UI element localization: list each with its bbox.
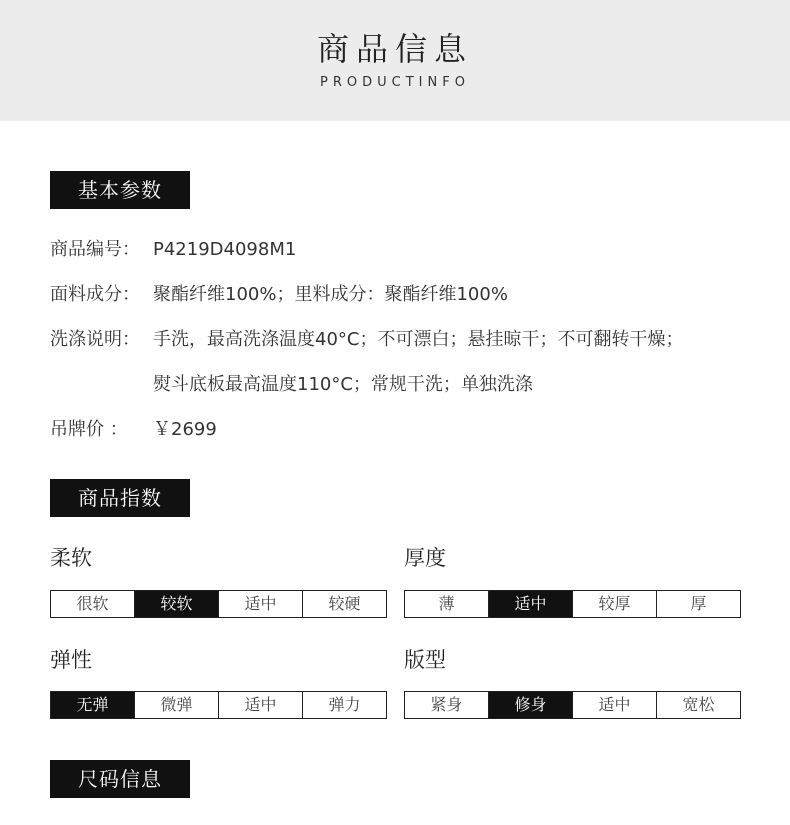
scale-option: 修身: [489, 692, 573, 718]
scale-option: 微弹: [135, 692, 219, 718]
param-row-wash: [50, 328, 684, 352]
index-title-elasticity: 弹性: [50, 648, 92, 672]
param-key-price: 吊牌价 ：: [50, 419, 128, 440]
param-row-code: [50, 238, 297, 262]
scale-option: 宽松: [682, 695, 715, 714]
param-key-wash: 洗涤说明：: [50, 329, 140, 350]
header-title: 商品信息: [316, 30, 473, 68]
param-value-material: 聚酯纤维100%；里料成分：聚酯纤维100%: [153, 284, 508, 305]
scale-option: 厚: [690, 594, 707, 613]
param-value-wash-line1: 手洗，最高洗涤温度40°C；不可漂白；悬挂晾干；不可翻转干燥；: [153, 329, 684, 350]
index-title-softness: 柔软: [50, 546, 92, 570]
index-title-thickness: 厚度: [404, 546, 446, 570]
scale-option: 适中: [489, 591, 573, 617]
scale-option: 很软: [51, 591, 135, 617]
section-label-index: 商品指数: [50, 479, 190, 517]
index-scale-elasticity: [50, 691, 387, 719]
page-header: [0, 0, 790, 121]
index-scale-fit: [404, 691, 741, 719]
param-row-material: [50, 283, 508, 307]
index-scale-thickness: [404, 590, 741, 618]
scale-option: 紧身: [405, 692, 489, 718]
scale-option: 适中: [219, 692, 303, 718]
section-label-basic: 基本参数: [50, 171, 190, 209]
param-key-code: 商品编号：: [50, 239, 140, 260]
scale-option: 薄: [405, 591, 489, 617]
param-row-price: [50, 418, 217, 442]
header-subtitle: PRODUCTINFO: [320, 75, 470, 90]
param-value-price: ￥2699: [153, 419, 217, 440]
scale-option: 无弹: [51, 692, 135, 718]
index-title-fit: 版型: [404, 648, 446, 672]
scale-option: 较厚: [573, 591, 657, 617]
scale-option: 弹力: [328, 695, 361, 714]
section-label-size: 尺码信息: [50, 760, 190, 798]
scale-option: 较软: [135, 591, 219, 617]
scale-option: 适中: [219, 591, 303, 617]
param-key-material: 面料成分：: [50, 284, 140, 305]
index-scale-softness: [50, 590, 387, 618]
param-value-code: P4219D4098M1: [153, 239, 297, 260]
param-value-wash-line2: 熨斗底板最高温度110°C；常规干洗；单独洗涤: [153, 374, 533, 395]
scale-option: 适中: [573, 692, 657, 718]
scale-option: 较硬: [328, 594, 361, 613]
